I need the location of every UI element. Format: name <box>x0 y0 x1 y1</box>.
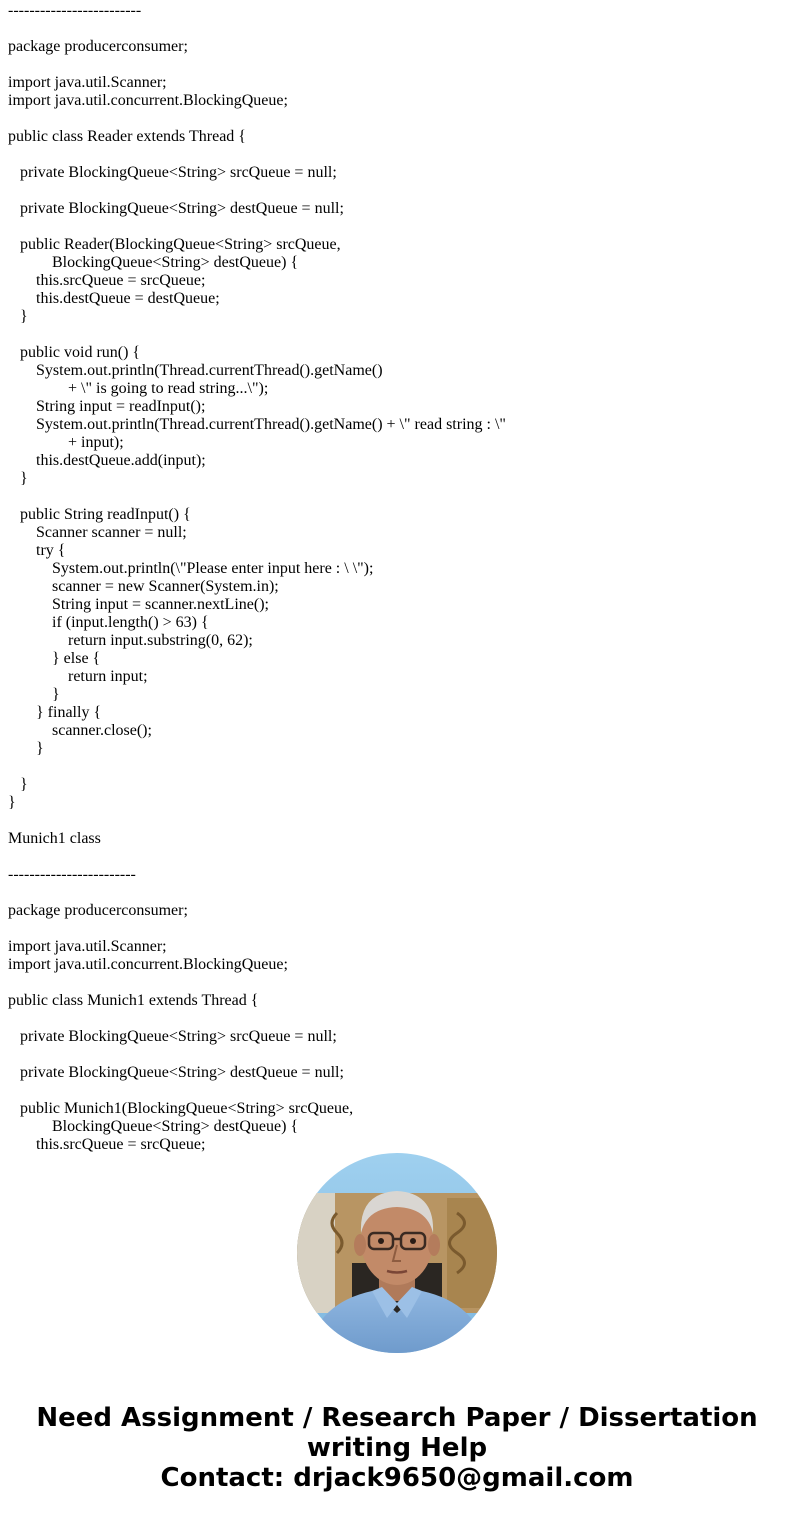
code-line: package producerconsumer; <box>8 902 188 919</box>
code-line: import java.util.concurrent.BlockingQueue; <box>8 956 288 973</box>
promo-contact-email[interactable]: Contact: drjack9650@gmail.com <box>160 1463 634 1493</box>
promo-line-1: Need Assignment / Research Paper / Dissertation <box>36 1403 758 1433</box>
code-line <box>8 1010 788 1028</box>
code-line: ------------------------ <box>8 866 136 883</box>
code-line: scanner = new Scanner(System.in); <box>8 578 279 595</box>
code-line <box>8 326 788 344</box>
code-line <box>8 146 788 164</box>
code-line: } else { <box>8 650 101 667</box>
code-line: import java.util.Scanner; <box>8 938 167 955</box>
code-line: System.out.println(\"Please enter input here : \ \"); <box>8 560 374 577</box>
code-line <box>8 488 788 506</box>
code-line: String input = readInput(); <box>8 398 206 415</box>
code-line <box>8 218 788 236</box>
code-line: } <box>8 740 44 757</box>
code-line: this.srcQueue = srcQueue; <box>8 272 206 289</box>
code-line <box>8 758 788 776</box>
code-line: public Munich1(BlockingQueue<String> srcQueue, <box>8 1100 354 1117</box>
code-line: return input.substring(0, 62); <box>8 632 253 649</box>
promo-line-2: writing Help <box>306 1433 488 1463</box>
code-line <box>8 20 788 38</box>
code-line: Scanner scanner = null; <box>8 524 187 541</box>
code-line: BlockingQueue<String> destQueue) { <box>8 254 299 271</box>
code-line <box>8 182 788 200</box>
code-line: public String readInput() { <box>8 506 191 523</box>
code-line: import java.util.Scanner; <box>8 74 167 91</box>
code-line: } <box>8 686 60 703</box>
code-line: private BlockingQueue<String> destQueue = null; <box>8 1064 344 1081</box>
code-line: } <box>8 308 28 325</box>
code-line: } <box>8 470 28 487</box>
code-line <box>8 110 788 128</box>
code-line: this.destQueue.add(input); <box>8 452 206 469</box>
code-line <box>8 974 788 992</box>
code-line: } finally { <box>8 704 102 721</box>
code-line <box>8 848 788 866</box>
code-line: BlockingQueue<String> destQueue) { <box>8 1118 299 1135</box>
code-line: try { <box>8 542 66 559</box>
code-line <box>8 56 788 74</box>
code-line: System.out.println(Thread.currentThread().getName() + \" read string : \" <box>8 416 506 433</box>
code-line <box>8 920 788 938</box>
code-line: import java.util.concurrent.BlockingQueue; <box>8 92 288 109</box>
code-line: this.srcQueue = srcQueue; <box>8 1136 206 1153</box>
code-line: this.destQueue = destQueue; <box>8 290 220 307</box>
code-line: public void run() { <box>8 344 141 361</box>
code-line: System.out.println(Thread.currentThread().getName() <box>8 362 383 379</box>
person-photo-icon <box>297 1153 497 1353</box>
code-line: public class Munich1 extends Thread { <box>8 992 259 1009</box>
code-line: return input; <box>8 668 148 685</box>
code-line: + input); <box>8 434 124 451</box>
code-line <box>8 884 788 902</box>
code-line: private BlockingQueue<String> srcQueue = null; <box>8 1028 337 1045</box>
code-line: } <box>8 794 16 811</box>
code-line: Munich1 class <box>8 830 101 847</box>
code-line: public class Reader extends Thread { <box>8 128 246 145</box>
code-line: String input = scanner.nextLine(); <box>8 596 269 613</box>
promo-banner <box>0 1403 794 1493</box>
code-listing <box>8 2 788 1154</box>
code-line: public Reader(BlockingQueue<String> srcQueue, <box>8 236 341 253</box>
code-line: + \" is going to read string...\"); <box>8 380 269 397</box>
code-line: } <box>8 776 28 793</box>
code-line: private BlockingQueue<String> srcQueue = null; <box>8 164 337 181</box>
code-line <box>8 812 788 830</box>
author-avatar <box>297 1153 497 1353</box>
code-line: package producerconsumer; <box>8 38 188 55</box>
code-line <box>8 1082 788 1100</box>
code-line <box>8 1046 788 1064</box>
code-line: scanner.close(); <box>8 722 152 739</box>
code-line: ------------------------- <box>8 2 142 19</box>
code-line: if (input.length() > 63) { <box>8 614 209 631</box>
code-line: private BlockingQueue<String> destQueue = null; <box>8 200 344 217</box>
